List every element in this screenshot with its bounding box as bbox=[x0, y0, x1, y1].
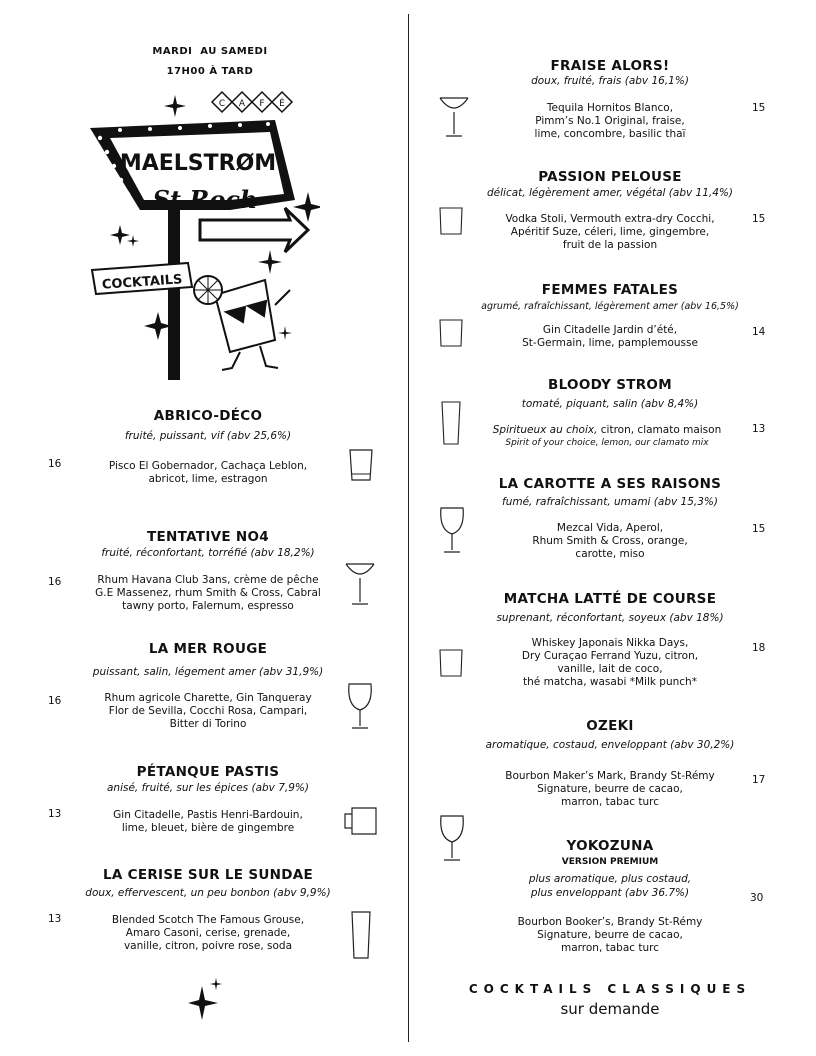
cocktail-description: agrumé, rafraîchissant, légèrement amer (abv 16,5%) bbox=[481, 301, 739, 312]
cocktail-price: 16 bbox=[48, 458, 62, 470]
cocktail-description: plus aromatique, plus costaud, plus enveloppant (abv 36.7%) bbox=[528, 873, 692, 899]
cocktail-price: 18 bbox=[752, 642, 766, 654]
cocktail-ingredients-english: Spirit of your choice, lemon, our clamato mix bbox=[505, 438, 709, 448]
cocktail-description: tomaté, piquant, salin (abv 8,4%) bbox=[521, 398, 699, 410]
cocktail-description: anisé, fruité, sur les épices (abv 7,9%) bbox=[106, 782, 310, 794]
svg-text:A: A bbox=[238, 99, 246, 109]
cocktail-price: 16 bbox=[48, 576, 62, 588]
rocks-glass-icon bbox=[438, 648, 464, 678]
logo-cafe-letter: C bbox=[218, 99, 226, 109]
cocktail-ingredients: Pisco El Gobernador, Cachaça Leblon, abricot, lime, estragon bbox=[108, 460, 308, 485]
cocktail-name: FEMMES FATALES bbox=[541, 282, 679, 298]
cocktail-name: YOKOZUNA bbox=[566, 838, 654, 854]
cocktail-name: OZEKI bbox=[586, 718, 634, 734]
coupe-glass-icon bbox=[344, 560, 376, 606]
coupe-glass-icon bbox=[438, 94, 470, 138]
cocktail-description: suprenant, réconfortant, soyeux (abv 18%) bbox=[496, 612, 724, 624]
cocktail-price: 13 bbox=[752, 423, 766, 435]
cocktail-price: 15 bbox=[752, 102, 766, 114]
cocktail-ingredients: Blended Scotch The Famous Grouse, Amaro Casoni, cerise, grenade, vanille, citron, poivre rose, soda bbox=[111, 914, 305, 952]
cocktail-description: fruité, réconfortant, torréfié (abv 18,2%) bbox=[101, 547, 315, 559]
cocktail-name: ABRICO-DÉCO bbox=[153, 408, 263, 424]
wine-glass-icon bbox=[438, 506, 466, 554]
cocktail-price: 30 bbox=[750, 892, 764, 904]
cocktail-ingredients: Gin Citadelle Jardin d’été, St-Germain, lime, pamplemousse bbox=[522, 324, 698, 349]
column-divider bbox=[408, 14, 409, 1042]
cocktail-description: délicat, légèrement amer, végétal (abv 11,4%) bbox=[487, 187, 733, 199]
cocktail-price: 15 bbox=[752, 523, 766, 535]
cocktail-ingredients: Bourbon Maker’s Mark, Brandy St-Rémy Signature, beurre de cacao, marron, tabac turc bbox=[505, 770, 715, 808]
cocktail-description: doux, effervescent, un peu bonbon (abv 9,9%) bbox=[85, 887, 331, 899]
rocks-glass-icon bbox=[348, 448, 374, 482]
logo-name: MAELSTRØM bbox=[119, 151, 277, 176]
cocktail-name: PASSION PELOUSE bbox=[538, 169, 682, 185]
svg-text:F: F bbox=[259, 99, 265, 109]
cocktail-price: 13 bbox=[48, 913, 62, 925]
cocktail-ingredients: Whiskey Japonais Nikka Days, Dry Curaçao Ferrand Yuzu, citron, vanille, lait de coco, thé matcha, wasabi *Milk punch* bbox=[521, 637, 699, 688]
rocks-glass-icon bbox=[438, 206, 464, 236]
classics-title: COCKTAILS CLASSIQUES bbox=[468, 982, 752, 996]
cocktail-price: 14 bbox=[752, 326, 766, 338]
classics-subtitle: sur demande bbox=[560, 1000, 660, 1018]
cocktail-description: aromatique, costaud, enveloppant (abv 30,2%) bbox=[485, 739, 735, 751]
cocktail-ingredients: Gin Citadelle, Pastis Henri-Bardouin, lime, bleuet, bière de gingembre bbox=[113, 809, 303, 834]
cocktail-name: LA MER ROUGE bbox=[148, 641, 268, 657]
cocktail-ingredients: Bourbon Booker’s, Brandy St-Rémy Signature, beurre de cacao, marron, tabac turc bbox=[517, 916, 703, 954]
wine-glass-icon bbox=[346, 682, 374, 730]
cocktail-ingredients: Mezcal Vida, Aperol, Rhum Smith & Cross, orange, carotte, miso bbox=[532, 522, 688, 560]
maelstrom-logo bbox=[80, 90, 320, 380]
sparkle-icon bbox=[188, 976, 228, 1026]
cocktail-description: puissant, salin, légement amer (abv 31,9%) bbox=[92, 666, 324, 678]
opening-hours bbox=[140, 42, 280, 82]
cocktail-ingredients: Rhum Havana Club 3ans, crème de pêche G.E Massenez, rhum Smith & Cross, Cabral tawny porto, Falernum, espresso bbox=[95, 574, 321, 612]
cocktail-price: 13 bbox=[48, 808, 62, 820]
wine-glass-icon bbox=[438, 814, 466, 862]
cocktail-ingredients: Rhum agricole Charette, Gin Tanqueray Flor de Sevilla, Cocchi Rosa, Campari, Bitter di Torino bbox=[104, 692, 312, 730]
cocktail-price: 16 bbox=[48, 695, 62, 707]
ingredients-italic: Spiritueux au choix, bbox=[492, 424, 598, 436]
premium-badge: VERSION PREMIUM bbox=[561, 857, 659, 867]
logo-name-line2: St Roch bbox=[152, 185, 258, 214]
svg-text:É: É bbox=[279, 99, 285, 109]
cocktail-name: PÉTANQUE PASTIS bbox=[136, 764, 280, 780]
cocktail-name: MATCHA LATTÉ DE COURSE bbox=[503, 591, 717, 607]
cocktail-name: BLOODY STROM bbox=[548, 377, 672, 393]
logo-sign-text: COCKTAILS bbox=[101, 272, 183, 293]
opening-days: MARDI AU SAMEDI bbox=[152, 46, 268, 57]
highball-glass-icon bbox=[440, 400, 462, 446]
cocktail-price: 15 bbox=[752, 213, 766, 225]
opening-time: 17H00 À TARD bbox=[166, 66, 254, 77]
rocks-glass-icon bbox=[438, 318, 464, 348]
cocktail-price: 17 bbox=[752, 774, 766, 786]
cocktail-description: fruité, puissant, vif (abv 25,6%) bbox=[124, 430, 292, 442]
mug-icon bbox=[342, 806, 380, 836]
cocktail-description: doux, fruité, frais (abv 16,1%) bbox=[531, 75, 689, 87]
cocktail-name: TENTATIVE NO4 bbox=[147, 529, 269, 545]
highball-glass-icon bbox=[350, 910, 372, 960]
ingredients-rest: citron, clamato maison bbox=[597, 424, 722, 436]
cocktail-ingredients: Vodka Stoli, Vermouth extra-dry Cocchi, Apéritif Suze, céleri, lime, gingembre, fruit de la passion bbox=[505, 213, 715, 251]
cocktail-name: FRAISE ALORS! bbox=[550, 58, 670, 74]
cocktail-ingredients: Tequila Hornitos Blanco, Pimm’s No.1 Original, fraise, lime, concombre, basilic thaï bbox=[534, 102, 686, 140]
cocktail-name: LA CAROTTE A SES RAISONS bbox=[498, 476, 722, 492]
cocktail-name: LA CERISE SUR LE SUNDAE bbox=[102, 867, 313, 883]
cocktail-description: fumé, rafraîchissant, umami (abv 15,3%) bbox=[502, 496, 718, 508]
